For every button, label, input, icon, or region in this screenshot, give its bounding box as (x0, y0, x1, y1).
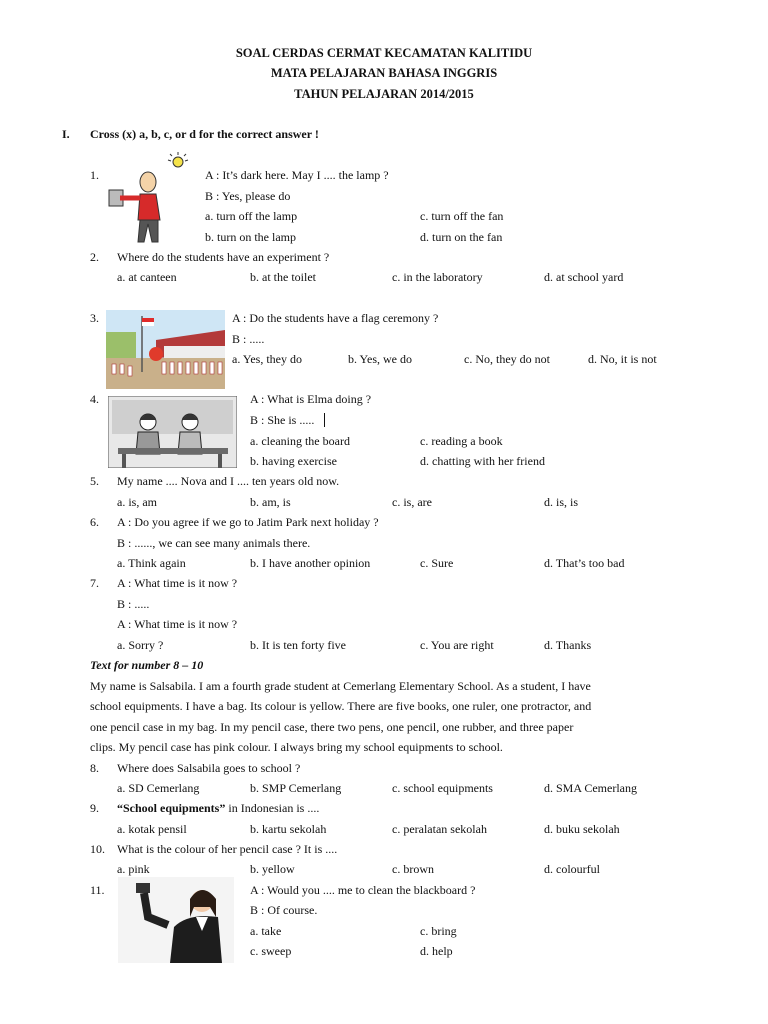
q5-option-b[interactable]: b. am, is (250, 495, 291, 509)
q11-option-c[interactable]: c. sweep (250, 944, 292, 958)
header-line-2: MATA PELAJARAN BAHASA INGGRIS (270, 66, 498, 80)
q3-number: 3. (90, 311, 99, 325)
q11-option-d[interactable]: d. help (420, 944, 453, 958)
q6-option-b[interactable]: b. I have another opinion (250, 556, 371, 570)
q9-bold-term: “School equipments” (117, 801, 226, 815)
q8-option-c[interactable]: c. school equipments (392, 781, 493, 795)
q3-option-c[interactable]: c. No, they do not (464, 352, 550, 366)
q9-rest: in Indonesian is .... (225, 801, 320, 815)
lamp-man-illustration (104, 150, 199, 246)
reading-line-2: school equipments. I have a bag. Its colour is yellow. There are five books, one ruler, one protractor, and (90, 699, 592, 714)
q11-option-b[interactable]: c. bring (420, 924, 457, 938)
q1-option-b[interactable]: b. turn on the lamp (205, 230, 296, 244)
q8-option-a[interactable]: a. SD Cemerlang (117, 781, 200, 795)
q5-text: My name .... Nova and I .... ten years old now. (117, 474, 340, 488)
q8-number: 8. (90, 761, 99, 775)
q9-text (117, 801, 319, 815)
q1-option-d[interactable]: d. turn on the fan (420, 230, 503, 244)
reading-line-4: clips. My pencil case has pink colour. I always bring my school equipments to school. (90, 739, 503, 754)
q10-number: 10. (90, 842, 105, 856)
q10-option-d[interactable]: d. colourful (544, 862, 600, 876)
q7-option-a[interactable]: a. Sorry ? (117, 638, 164, 652)
q9-option-c[interactable]: c. peralatan sekolah (392, 822, 487, 836)
q5-option-d[interactable]: d. is, is (544, 495, 579, 509)
woman-blackboard-illustration (118, 877, 234, 963)
q1-number: 1. (90, 168, 99, 182)
q7-a-line: A : What time is it now ? (117, 576, 238, 590)
reading-line-3: one pencil case in my bag. In my pencil case, there two pens, one pencil, one rubber, and three paper (90, 719, 574, 734)
q2-option-c[interactable]: c. in the laboratory (392, 270, 483, 284)
q3-a-line: A : Do the students have a flag ceremony ? (232, 311, 439, 325)
q6-option-c[interactable]: c. Sure (420, 556, 454, 570)
q6-number: 6. (90, 515, 99, 529)
q11-b-line: B : Of course. (250, 903, 318, 917)
q3-b-line: B : ..... (232, 332, 265, 346)
q7-option-c[interactable]: c. You are right (420, 638, 494, 652)
q8-text: Where does Salsabila goes to school ? (117, 761, 301, 775)
q5-option-c[interactable]: c. is, are (392, 495, 432, 509)
q5-number: 5. (90, 474, 99, 488)
q4-option-c[interactable]: c. reading a book (420, 434, 503, 448)
q2-option-b[interactable]: b. at the toilet (250, 270, 316, 284)
q3-option-d[interactable]: d. No, it is not (588, 352, 657, 366)
q3-option-a[interactable]: a. Yes, they do (232, 352, 303, 366)
q1-option-c[interactable]: c. turn off the fan (420, 209, 504, 223)
q11-number: 11. (90, 883, 105, 897)
q10-option-b[interactable]: b. yellow (250, 862, 295, 876)
q1-option-a[interactable]: a. turn off the lamp (205, 209, 298, 223)
q2-option-a[interactable]: a. at canteen (117, 270, 177, 284)
q6-a-line: A : Do you agree if we go to Jatim Park next holiday ? (117, 515, 379, 529)
q7-option-b[interactable]: b. It is ten forty five (250, 638, 346, 652)
q2-text: Where do the students have an experiment ? (117, 250, 330, 264)
q10-option-c[interactable]: c. brown (392, 862, 434, 876)
q6-option-a[interactable]: a. Think again (117, 556, 186, 570)
flag-ceremony-illustration (106, 310, 225, 389)
q4-number: 4. (90, 392, 99, 406)
q6-b-line: B : ......, we can see many animals there. (117, 536, 311, 550)
header-line-3: TAHUN PELAJARAN 2014/2015 (294, 87, 474, 101)
section-instruction: Cross (x) a, b, c, or d for the correct answer ! (90, 127, 319, 141)
q9-option-a[interactable]: a. kotak pensil (117, 822, 187, 836)
q8-option-d[interactable]: d. SMA Cemerlang (544, 781, 637, 795)
girls-chatting-illustration (108, 396, 237, 468)
reading-paragraph (90, 676, 680, 757)
q5-option-a[interactable]: a. is, am (117, 495, 157, 509)
q10-text: What is the colour of her pencil case ? It is .... (117, 842, 338, 856)
q11-option-a[interactable]: a. take (250, 924, 282, 938)
section-number: I. (62, 127, 70, 141)
q4-option-b[interactable]: b. having exercise (250, 454, 337, 468)
q9-option-d[interactable]: d. buku sekolah (544, 822, 620, 836)
header-line-1: SOAL CERDAS CERMAT KECAMATAN KALITIDU (235, 46, 533, 60)
q4-b-line: B : She is ..... (250, 413, 315, 427)
q1-a-line: A : It’s dark here. May I .... the lamp ? (205, 168, 389, 182)
q10-option-a[interactable]: a. pink (117, 862, 150, 876)
q11-a-line: A : Would you .... me to clean the blackboard ? (250, 883, 476, 897)
q7-option-d[interactable]: d. Thanks (544, 638, 592, 652)
q6-option-d[interactable]: d. That’s too bad (544, 556, 625, 570)
q3-option-b[interactable]: b. Yes, we do (348, 352, 413, 366)
q4-option-d[interactable]: d. chatting with her friend (420, 454, 545, 468)
q7-number: 7. (90, 576, 99, 590)
q2-option-d[interactable]: d. at school yard (544, 270, 624, 284)
q2-number: 2. (90, 250, 99, 264)
q4-a-line: A : What is Elma doing ? (250, 392, 372, 406)
reading-text-title: Text for number 8 – 10 (90, 658, 204, 672)
q4-option-a[interactable]: a. cleaning the board (250, 434, 350, 448)
reading-line-1: My name is Salsabila. I am a fourth grade student at Cemerlang Elementary School. As a student, I have (90, 679, 591, 693)
q7-a-line-2: A : What time is it now ? (117, 617, 238, 631)
q9-number: 9. (90, 801, 99, 815)
q1-b-line: B : Yes, please do (205, 189, 291, 203)
q9-option-b[interactable]: b. kartu sekolah (250, 822, 327, 836)
q7-b-line: B : ..... (117, 597, 150, 611)
q8-option-b[interactable]: b. SMP Cemerlang (250, 781, 342, 795)
text-cursor (324, 413, 325, 427)
